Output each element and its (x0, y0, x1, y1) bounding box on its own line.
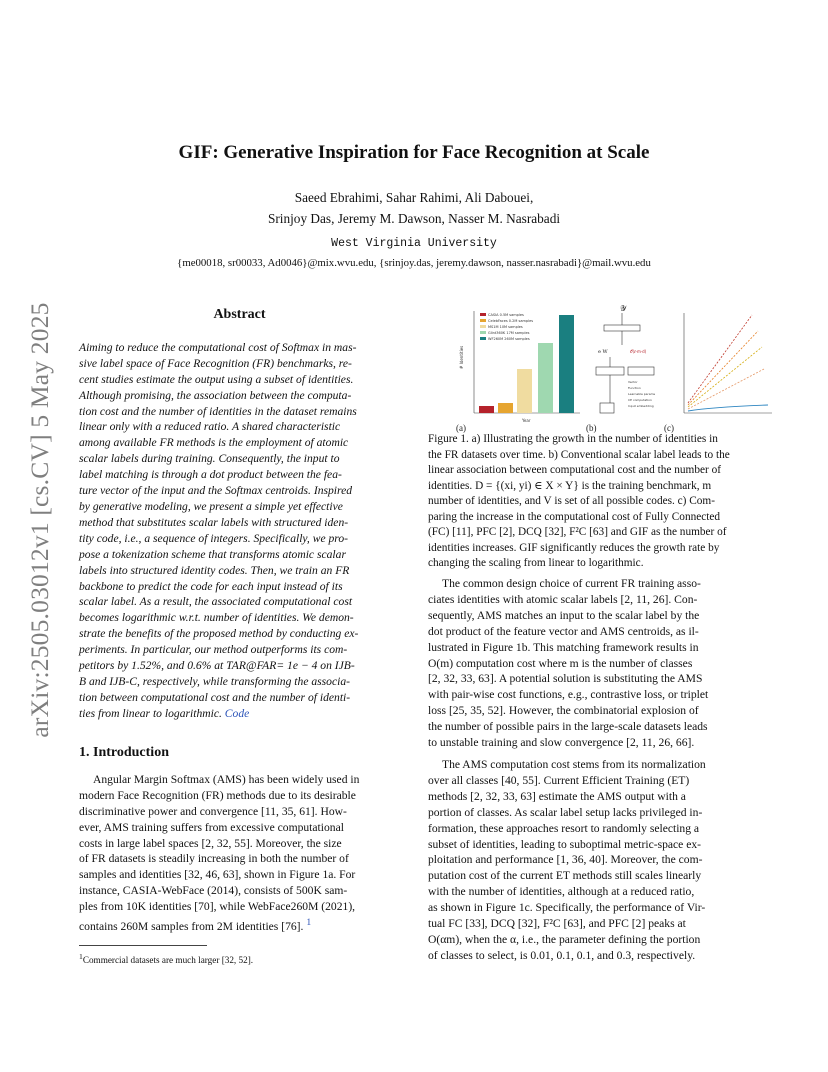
footnote-rule (79, 945, 207, 946)
panel-a-bar-chart (459, 311, 580, 423)
abstract-line: petitors by 1.52%, and 0.6% at TAR@FAR= 1e − 4 on IJB- (79, 659, 355, 673)
abstract-line: tion between computational cost and the number of identi- (79, 690, 351, 704)
paragraph-2-line: formation, these approaches resort to randomly selecting a (428, 821, 700, 835)
svg-text:e W: e W (598, 349, 608, 355)
bar-vgg2 (517, 369, 532, 413)
svg-text:CelebFaces 0.2M samples: CelebFaces 0.2M samples (488, 319, 534, 323)
footnote-mark: 1 (79, 952, 83, 961)
paragraph-2-line: tual FC [33], DCQ [32], F²C [63], and PFC [2] peaks at (428, 917, 686, 931)
panel-c-line-chart (684, 313, 772, 413)
paragraph-1-line: ciates identities with atomic scalar labels [2, 11, 26]. Con- (428, 592, 698, 606)
footnote-reference[interactable]: 1 (306, 917, 312, 929)
bar-ms1m (498, 403, 513, 413)
svg-text:𝒴: 𝒴 (620, 304, 627, 313)
introduction-line: costs in large label spaces [2, 32, 55]. Moreover, the size (79, 836, 342, 850)
abstract-line: becomes logarithmic w.r.t. number of identities. We demon- (79, 611, 354, 625)
paragraph-2-line: of classes to select, is 0.01, 0.1, 0.1, and 0.3, respectively. (428, 948, 696, 962)
abstract-body (79, 340, 400, 722)
panel-a-legend (480, 313, 533, 341)
author-emails: {me00018, sr00033, Ad0046}@mix.wvu.edu, {srinjoy.das, jeremy.dawson, nasser.nasrabadi}@mail.wvu.edu (177, 257, 651, 269)
abstract-heading: Abstract (213, 307, 266, 322)
paragraph-2-line: as shown in Figure 1c. Specifically, the performance of Vir- (428, 901, 706, 915)
abstract-line: among available FR methods is the employment of atomic (79, 436, 349, 450)
arxiv-sidebar (20, 285, 60, 755)
authors-line-2: Srinjoy Das, Jeremy M. Dawson, Nasser M. Nasrabadi (267, 211, 561, 226)
subfigure-label-a: (a) (456, 423, 466, 433)
caption-line: (FC) [11], PFC [2], DCQ [32], F²C [63] and GIF as the number of (428, 526, 727, 538)
abstract-line: cent studies estimate the output using a subset of identities. (79, 372, 354, 386)
svg-text:WF260M 260M samples: WF260M 260M samples (488, 337, 530, 341)
abstract-line: method that substitutes scalar labels with structured iden- (79, 515, 349, 529)
abstract-line: backbone to predict the code for each input instead of its (79, 579, 343, 593)
paragraph-1-line: sequently, AMS matches an input to the scalar label by the (428, 608, 700, 622)
abstract-line: tion cost and the number of identities in the dataset remains (79, 404, 357, 418)
abstract-section (79, 307, 400, 722)
paragraph-1-line: dot product of the feature vector and AMS centroids, as il- (428, 624, 699, 638)
paragraph-1-line: [2, 32, 33, 63]. A potential solution is substituting the AMS (428, 672, 703, 686)
abstract-line: ties from linear to logarithmic. Code (79, 706, 250, 720)
abstract-line: scalar labels during training. Consequently, the input to (79, 452, 340, 466)
introduction-body (79, 772, 400, 935)
svg-text:Function: Function (628, 386, 641, 390)
panel-b-diagram (596, 304, 655, 413)
paragraph-1-line: to unstable training and slow convergence [2, 11, 26, 66]. (428, 736, 695, 750)
panel-a-xlabel: Year (522, 418, 531, 423)
abstract-line: labels into structured identity codes. Then, we train an FR (79, 563, 350, 577)
bar-webface (559, 315, 574, 413)
footnote-text: Commercial datasets are much larger [32, 52]. (82, 955, 254, 966)
paragraph-2-line: O(αm), when the α, i.e., the parameter defining the portion (428, 932, 701, 946)
svg-text:MS1M 10M samples: MS1M 10M samples (488, 325, 523, 329)
caption-line: identities. D = {(xi, yi) ∈ X × Y} is the training benchmark, m (428, 479, 712, 492)
introduction-line: discriminative power and convergence [11, 35, 61]. How- (79, 804, 347, 818)
introduction-line: ples from 10K identities [70], while WebFace260M (2021), (79, 900, 356, 914)
bar-casia (479, 406, 494, 413)
introduction-heading: 1. Introduction (79, 745, 169, 760)
paragraph-1-line: lustrated in Figure 1b. This matching framework results in (428, 640, 699, 654)
abstract-line: ture vector of the input and the Softmax centroids. Inspired (79, 484, 353, 498)
introduction-line: samples and identities [32, 46, 63], shown in Figure 1a. For (79, 868, 356, 882)
caption-line: linear association between computational cost and the number of (428, 464, 721, 476)
caption-line: Figure 1. a) Illustrating the growth in the number of identities in (428, 433, 718, 445)
figure-graphics (452, 303, 778, 431)
svg-text:Vector: Vector (628, 380, 638, 384)
bar-glint (538, 343, 553, 413)
paragraph-2-line: over all classes [40, 55]. Current Efficient Training (ET) (428, 773, 690, 787)
caption-line: identities increases. GIF significantly reduces the growth rate by (428, 541, 720, 554)
arxiv-identifier: arXiv:2505.03012v1 [cs.CV] 5 May 2025 (25, 302, 54, 738)
paragraph-1-line: O(m) computation cost where m is the number of classes (428, 656, 693, 670)
svg-text:CE computation: CE computation (628, 398, 652, 402)
panel-a-ylabel: # Identities (459, 345, 464, 369)
abstract-line: Although promising, the association between the computa- (79, 388, 352, 402)
paragraph-2-line: methods [2, 32, 33, 63] estimate the AMS output with a (428, 789, 686, 803)
footnote (79, 952, 253, 965)
caption-line: number of identities, and V is set of all possible codes. c) Com- (428, 495, 715, 507)
abstract-line: sive label space of Face Recognition (FR) benchmarks, re- (79, 356, 352, 370)
caption-line: paring the increase in the computational cost of Fully Connected (428, 510, 721, 523)
paragraph-2-line: portion of classes. As scalar label setup lacks privileged in- (428, 805, 703, 819)
paragraph-2-line: ploitation and performance [1, 36, 40]. Moreover, the com- (428, 853, 703, 867)
abstract-line: pose a tokenization scheme that transforms atomic scalar (79, 547, 346, 561)
paragraph-2-line: with the number of identities, although at a reduced ratio, (428, 885, 695, 899)
svg-text:Input embedding: Input embedding (628, 404, 654, 408)
authors-line-1: Saeed Ebrahimi, Sahar Rahimi, Ali Dabouei, (294, 190, 534, 205)
code-link[interactable]: Code (221, 706, 250, 720)
paragraph-2-line: The AMS computation cost stems from its normalization (442, 757, 706, 771)
introduction-line: of FR datasets is steadily increasing in both the number of (79, 852, 349, 866)
paper-title: GIF: Generative Inspiration for Face Recognition at Scale (178, 142, 650, 163)
caption-line: the FR datasets over time. b) Conventional scalar label leads to the (428, 448, 730, 461)
svg-text:Learnable params: Learnable params (628, 392, 656, 396)
affiliation: West Virginia University (331, 237, 497, 250)
abstract-line: linear only with a reduced ratio. A shared characteristic (79, 420, 341, 434)
caption-line: changing the scaling from linear to logarithmic. (428, 557, 644, 569)
introduction-line: contains 260M samples from 2M identities [76]. $^1$ (79, 917, 312, 933)
figure-1-caption (428, 432, 778, 572)
abstract-line: label matching is through a dot product between the fea- (79, 468, 342, 482)
subfigure-label-c: (c) (664, 423, 674, 433)
abstract-line: Aiming to reduce the computational cost of Softmax in mas- (79, 340, 357, 354)
introduction-line: modern Face Recognition (FR) methods due to its desirable (79, 788, 356, 802)
paragraph-1-line: with pair-wise cost functions, e.g., contrastive loss, or triplet (428, 688, 709, 702)
introduction-line: Angular Margin Softmax (AMS) has been widely used in (93, 772, 360, 786)
abstract-line: periments. In particular, our method outperforms its com- (79, 643, 348, 657)
abstract-line: by generative modeling, we present a simple yet effective (79, 499, 343, 513)
abstract-line: strate the benefits of the proposed method by conducting ex- (79, 627, 359, 641)
introduction-line: instance, CASIA-WebFace (2014), consists of 500K sam- (79, 884, 348, 898)
paragraph-1-line: loss [25, 35, 52]. However, the combinatorial explosion of (428, 704, 699, 718)
paragraph-1 (428, 576, 778, 751)
abstract-line: tity code, i.e., a sequence of integers. Specifically, we pro- (79, 531, 349, 545)
paragraph-2-line: putation cost of the current ET methods still scales linearly (428, 869, 702, 883)
svg-text:𝒪(ℓ·m·d): 𝒪(ℓ·m·d) (630, 349, 647, 354)
abstract-line: scalar label. As a result, the associated computational cost (79, 595, 353, 609)
svg-text:Glint360K 17M samples: Glint360K 17M samples (488, 331, 530, 335)
paragraph-1-line: the number of possible pairs in the large-scale datasets leads (428, 720, 708, 734)
svg-text:CASIA 0.5M samples: CASIA 0.5M samples (488, 313, 524, 317)
paragraph-1-line: The common design choice of current FR training asso- (442, 577, 701, 590)
introduction-section (79, 745, 400, 935)
paragraph-2-line: subset of identities, leading to suboptimal metric-space ex- (428, 837, 702, 851)
subfigure-label-b: (b) (586, 423, 597, 433)
abstract-line: B and IJB-C, respectively, while transforming the associa- (79, 674, 351, 688)
figure-1 (452, 303, 778, 431)
right-column-body (428, 576, 778, 964)
paragraph-2 (428, 757, 778, 964)
introduction-line: ever, AMS training suffers from excessive computational (79, 820, 344, 834)
